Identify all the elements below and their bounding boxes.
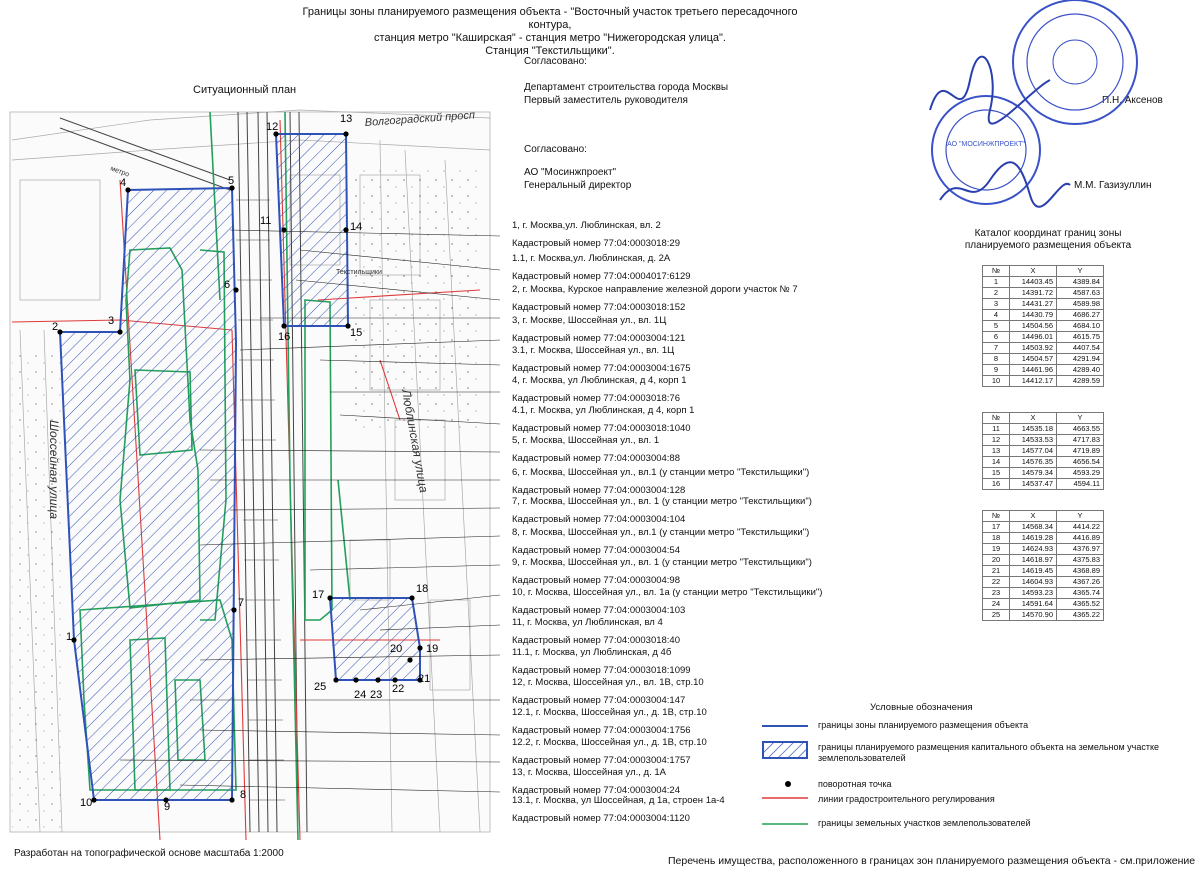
table-row	[983, 533, 1104, 544]
table-row	[983, 446, 1104, 457]
table-cell: 14618.97	[1010, 555, 1057, 566]
title-line-2: станция метро "Каширская" - станция метро "Нижегородская улица".	[374, 32, 726, 44]
parcel-item	[512, 647, 691, 677]
table-row	[983, 522, 1104, 533]
point-label: 10	[80, 797, 93, 809]
parcel-address: 12.2, г. Москва, Шоссейная ул., д. 1В, стр.10	[512, 737, 707, 748]
table-cell: 4376.97	[1057, 544, 1104, 555]
table-row	[983, 299, 1104, 310]
table-cell: 14412.17	[1010, 376, 1057, 387]
table-cell: 11	[983, 424, 1010, 435]
parcel-address: 12.1, г. Москва, Шоссейная ул., д. 1В, стр.10	[512, 707, 707, 718]
parcel-cadastral-number: Кадастровый номер 77:04:0003004:1675	[512, 363, 691, 374]
legend-hatch-label-1: границы планируемого размещения капитального объекта на земельном участке	[818, 742, 1160, 752]
approval-2-role: Генеральный директор	[524, 180, 632, 191]
coordinate-table-3	[982, 510, 1104, 621]
approval-1-role: Первый заместитель руководителя	[524, 95, 688, 106]
table-cell: 4656.54	[1057, 457, 1104, 468]
parcel-address: 3, г. Москве, Шоссейная ул., вл. 1Ц	[512, 315, 667, 326]
parcel-address: 6, г. Москва, Шоссейная ул., вл.1 (у станции метро "Текстильщики")	[512, 467, 810, 478]
table-cell: 18	[983, 533, 1010, 544]
parcel-cadastral-number: Кадастровый номер 77:04:0003004:128	[512, 485, 686, 496]
street-label-shosseynaya: Шоссейная улица	[47, 420, 61, 520]
signature-1	[930, 57, 1050, 124]
table-row	[983, 365, 1104, 376]
table-cell: 14503.92	[1010, 343, 1057, 354]
parcel-item	[512, 467, 809, 497]
stamps-and-signatures	[900, 0, 1160, 240]
table-cell: 4594.11	[1057, 479, 1104, 490]
table-cell: 4416.89	[1057, 533, 1104, 544]
table-cell: 22	[983, 577, 1010, 588]
table-cell: 8	[983, 354, 1010, 365]
map-title: Ситуационный план	[193, 84, 297, 96]
approval-1-org: Департамент строительства города Москвы	[524, 82, 729, 93]
table-row	[983, 588, 1104, 599]
table-row	[983, 424, 1104, 435]
parcel-cadastral-number: Кадастровый номер 77:04:0003018:76	[512, 393, 681, 404]
parcel-item	[512, 375, 687, 405]
parcel-address: 10, г. Москва, Шоссейная ул., вл. 1а (у станции метро "Текстильщики")	[512, 587, 823, 598]
point-label: 8	[240, 789, 247, 801]
table-cell: 14537.47	[1010, 479, 1057, 490]
table-row	[983, 544, 1104, 555]
table-row	[983, 354, 1104, 365]
table-cell: 14430.79	[1010, 310, 1057, 321]
table-cell: 4589.98	[1057, 299, 1104, 310]
table-cell: 14593.23	[1010, 588, 1057, 599]
point-label: 1	[66, 631, 73, 643]
approval-1-label: Согласовано:	[524, 56, 587, 67]
official-seal-1	[1013, 0, 1137, 124]
title-line-3: Станция "Текстильщики".	[485, 45, 615, 57]
column-header: №	[983, 266, 1010, 277]
point-label: 3	[108, 315, 115, 327]
table-cell: 14496.01	[1010, 332, 1057, 343]
table-cell: 14568.34	[1010, 522, 1057, 533]
table-row	[983, 376, 1104, 387]
table-cell: 4365.74	[1057, 588, 1104, 599]
table-cell: 2	[983, 288, 1010, 299]
station-label: Текстильщики	[336, 269, 382, 276]
approval-2-org: АО "Мосинжпроект"	[524, 167, 617, 178]
point-label: 15	[350, 327, 363, 339]
table-cell: 9	[983, 365, 1010, 376]
parcel-cadastral-number: Кадастровый номер 77:04:0003004:98	[512, 575, 681, 586]
legend-point-symbol	[785, 781, 791, 787]
property-list-note: Перечень имущества, расположенного в границах зон планируемого размещения объекта - см.приложение	[668, 855, 1196, 867]
parcel-address: 1, г. Москва,ул. Люблинская, вл. 2	[512, 220, 661, 231]
table-cell: 12	[983, 435, 1010, 446]
parcel-cadastral-number: Кадастровый номер 77:04:0003004:147	[512, 695, 686, 706]
table-cell: 14535.18	[1010, 424, 1057, 435]
parcel-address: 2, г. Москва, Курское направление железной дороги участок № 7	[512, 284, 798, 295]
point-label: 24	[354, 689, 367, 701]
table-cell: 17	[983, 522, 1010, 533]
table-row	[983, 566, 1104, 577]
table-cell: 15	[983, 468, 1010, 479]
table-cell: 14624.93	[1010, 544, 1057, 555]
legend-zone-label: границы зоны планируемого размещения объекта	[818, 720, 1029, 730]
point-label: 14	[350, 221, 363, 233]
column-header: Y	[1057, 511, 1104, 522]
table-row	[983, 435, 1104, 446]
table-cell: 14576.35	[1010, 457, 1057, 468]
point-label: 11	[260, 215, 272, 227]
column-header: №	[983, 413, 1010, 424]
point-label: 4	[120, 177, 127, 189]
table-cell: 14	[983, 457, 1010, 468]
parcel-item	[512, 496, 812, 526]
parcel-address: 7, г. Москва, Шоссейная ул., вл. 1 (у станции метро "Текстильщики")	[512, 496, 812, 507]
table-cell: 6	[983, 332, 1010, 343]
legend-hatch-label-2: землепользователей	[818, 753, 906, 763]
table-cell: 1	[983, 277, 1010, 288]
parcel-item	[512, 435, 680, 465]
table-cell: 16	[983, 479, 1010, 490]
parcel-item	[512, 557, 812, 587]
table-cell: 14570.90	[1010, 610, 1057, 621]
table-cell: 4291.94	[1057, 354, 1104, 365]
table-cell: 4365.22	[1057, 610, 1104, 621]
point-label: 17	[312, 589, 325, 601]
legend-hatch-symbol	[763, 742, 807, 758]
table-cell: 14403.45	[1010, 277, 1057, 288]
point-label: 18	[416, 583, 429, 595]
table-row	[983, 343, 1104, 354]
coordinate-table-2	[982, 412, 1104, 490]
street-label-lyublinskaya: Люблинская улица	[399, 388, 432, 494]
legend-point-label: поворотная точка	[818, 779, 892, 789]
parcel-item	[512, 795, 725, 825]
parcel-cadastral-number: Кадастровый номер 77:04:0003004:88	[512, 453, 681, 464]
point-label: 2	[52, 321, 59, 333]
approval-1-name: П.Н. Аксенов	[1102, 95, 1163, 106]
table-cell: 14504.57	[1010, 354, 1057, 365]
table-cell: 4368.89	[1057, 566, 1104, 577]
table-cell: 4289.40	[1057, 365, 1104, 376]
point-label: 9	[164, 801, 171, 813]
parcel-cadastral-number: Кадастровый номер 77:04:0003018:40	[512, 635, 681, 646]
parcel-item	[512, 220, 680, 250]
parcel-cadastral-number: Кадастровый номер 77:04:0003004:1757	[512, 755, 691, 766]
point-label: 12	[266, 121, 279, 133]
parcel-cadastral-number: Кадастровый номер 77:04:0003004:54	[512, 545, 681, 556]
catalog-title-line-2: планируемого размещения объекта	[964, 240, 1132, 251]
table-header-row	[983, 266, 1104, 277]
parcel-cadastral-number: Кадастровый номер 77:04:0003018:29	[512, 238, 681, 249]
table-cell: 24	[983, 599, 1010, 610]
rail-label: метро	[109, 165, 131, 179]
point-label: 13	[340, 113, 353, 125]
parcel-address: 5, г. Москва, Шоссейная ул., вл. 1	[512, 435, 660, 446]
parcel-cadastral-number: Кадастровый номер 77:04:0003018:152	[512, 302, 686, 313]
approval-2-label: Согласовано:	[524, 144, 587, 155]
parcel-item	[512, 707, 707, 737]
table-row	[983, 479, 1104, 490]
point-label: 7	[238, 597, 245, 609]
official-seal-2	[932, 96, 1040, 204]
point-label: 22	[392, 683, 405, 695]
coordinate-table-1	[982, 265, 1104, 387]
legend-symbols	[760, 716, 810, 836]
point-label: 16	[278, 331, 291, 343]
parcel-item	[512, 617, 680, 647]
table-cell: 14577.04	[1010, 446, 1057, 457]
table-cell: 4389.84	[1057, 277, 1104, 288]
point-label: 23	[370, 689, 383, 701]
table-row	[983, 310, 1104, 321]
parcel-address: 9, г. Москва, Шоссейная ул., вл. 1 (у станции метро "Текстильщики")	[512, 557, 812, 568]
table-cell: 14591.64	[1010, 599, 1057, 610]
point-label: 21	[418, 673, 431, 685]
situation-plan-map	[0, 0, 500, 872]
table-row	[983, 288, 1104, 299]
parcel-item	[512, 405, 694, 435]
table-row	[983, 610, 1104, 621]
table-cell: 21	[983, 566, 1010, 577]
table-cell: 14461.96	[1010, 365, 1057, 376]
parcel-cadastral-number: Кадастровый номер 77:04:0004017:6129	[512, 271, 691, 282]
table-cell: 4587.63	[1057, 288, 1104, 299]
table-cell: 14579.34	[1010, 468, 1057, 479]
parcel-address: 13.1, г. Москва, ул Шоссейная, д 1а, строен 1а-4	[512, 795, 725, 806]
parcel-item	[512, 527, 809, 557]
table-cell: 4367.26	[1057, 577, 1104, 588]
table-cell: 13	[983, 446, 1010, 457]
parcel-address: 1.1, г. Москва,ул. Люблинская, д. 2А	[512, 253, 671, 264]
legend-regulation-label: линии градостроительного регулирования	[818, 794, 995, 804]
column-header: X	[1010, 511, 1057, 522]
table-cell: 23	[983, 588, 1010, 599]
point-label: 20	[390, 643, 403, 655]
table-cell: 5	[983, 321, 1010, 332]
parcel-address: 3.1, г. Москва, Шоссейная ул., вл. 1Ц	[512, 345, 675, 356]
legend-title: Условные обозначения	[870, 702, 973, 713]
table-cell: 4375.83	[1057, 555, 1104, 566]
table-cell: 4407.54	[1057, 343, 1104, 354]
column-header: Y	[1057, 266, 1104, 277]
table-cell: 19	[983, 544, 1010, 555]
table-cell: 14604.93	[1010, 577, 1057, 588]
legend-users-label: границы земельных участков землепользователей	[818, 818, 1031, 828]
parcel-item	[512, 253, 691, 283]
parcel-cadastral-number: Кадастровый номер 77:04:0003004:121	[512, 333, 686, 344]
topo-basis-note: Разработан на топографической основе масштаба 1:2000	[14, 848, 284, 859]
point-label: 6	[224, 279, 231, 291]
point-label: 5	[228, 175, 235, 187]
parcel-address: 4, г. Москва, ул Люблинская, д 4, корп 1	[512, 375, 687, 386]
parcel-item	[512, 345, 691, 375]
table-cell: 4663.55	[1057, 424, 1104, 435]
table-row	[983, 577, 1104, 588]
zone-area-north	[276, 134, 348, 326]
column-header: X	[1010, 266, 1057, 277]
column-header: Y	[1057, 413, 1104, 424]
catalog-title	[948, 228, 1148, 252]
parcel-item	[512, 315, 685, 345]
table-cell: 14533.53	[1010, 435, 1057, 446]
table-header-row	[983, 413, 1104, 424]
table-cell: 4	[983, 310, 1010, 321]
table-cell: 4365.52	[1057, 599, 1104, 610]
parcel-address: 12, г. Москва, Шоссейная ул., вл. 1В, стр.10	[512, 677, 704, 688]
table-row	[983, 468, 1104, 479]
table-cell: 14504.56	[1010, 321, 1057, 332]
parcel-cadastral-number: Кадастровый номер 77:04:0003004:104	[512, 514, 686, 525]
table-row	[983, 332, 1104, 343]
catalog-title-line-1: Каталог координат границ зоны	[974, 228, 1122, 239]
zone-area-east	[330, 598, 420, 680]
table-cell: 4719.89	[1057, 446, 1104, 457]
table-row	[983, 555, 1104, 566]
parcel-cadastral-number: Кадастровый номер 77:04:0003004:1120	[512, 813, 690, 824]
street-label-volgograd: Волгоградский просп	[364, 109, 476, 129]
parcel-cadastral-number: Кадастровый номер 77:04:0003004:1756	[512, 725, 691, 736]
seal-2-text: АО "МОСИНЖПРОЕКТ"	[947, 141, 1025, 148]
parcel-cadastral-number: Кадастровый номер 77:04:0003004:103	[512, 605, 686, 616]
parcel-address: 4.1, г. Москва, ул Люблинская, д 4, корп 1	[512, 405, 695, 416]
table-cell: 14619.28	[1010, 533, 1057, 544]
parcel-item	[512, 737, 707, 767]
parcel-item	[512, 284, 798, 314]
parcel-cadastral-number: Кадастровый номер 77:04:0003018:1040	[512, 423, 691, 434]
table-cell: 14619.45	[1010, 566, 1057, 577]
table-row	[983, 321, 1104, 332]
table-cell: 10	[983, 376, 1010, 387]
table-cell: 4615.75	[1057, 332, 1104, 343]
parcel-address: 13, г. Москва, Шоссейная ул., д. 1А	[512, 767, 666, 778]
column-header: №	[983, 511, 1010, 522]
table-cell: 4414.22	[1057, 522, 1104, 533]
table-row	[983, 277, 1104, 288]
approval-2-name: М.М. Газизуллин	[1074, 180, 1152, 191]
parcel-item	[512, 677, 704, 707]
table-cell: 4289.59	[1057, 376, 1104, 387]
table-cell: 25	[983, 610, 1010, 621]
table-cell: 3	[983, 299, 1010, 310]
table-cell: 4593.29	[1057, 468, 1104, 479]
table-cell: 4684.10	[1057, 321, 1104, 332]
parcel-address: 11.1, г. Москва, ул Люблинская, д 4б	[512, 647, 672, 658]
table-cell: 20	[983, 555, 1010, 566]
title-line-1: Границы зоны планируемого размещения объекта - "Восточный участок третьего пересадочного контура,	[302, 6, 798, 31]
parcel-cadastral-number: Кадастровый номер 77:04:0003004:24	[512, 785, 681, 796]
parcel-address: 8, г. Москва, Шоссейная ул., вл.1 (у станции метро "Текстильщики")	[512, 527, 810, 538]
parcel-item	[512, 767, 680, 797]
table-cell: 14431.27	[1010, 299, 1057, 310]
table-header-row	[983, 511, 1104, 522]
parcel-cadastral-number: Кадастровый номер 77:04:0003018:1099	[512, 665, 691, 676]
table-cell: 14391.72	[1010, 288, 1057, 299]
point-label: 19	[426, 643, 439, 655]
table-cell: 4717.83	[1057, 435, 1104, 446]
table-cell: 4686.27	[1057, 310, 1104, 321]
point-label: 25	[314, 681, 327, 693]
table-row	[983, 599, 1104, 610]
table-cell: 7	[983, 343, 1010, 354]
parcel-address: 11, г. Москва, ул Люблинская, вл 4	[512, 617, 663, 628]
column-header: X	[1010, 413, 1057, 424]
parcel-item	[512, 587, 822, 617]
table-row	[983, 457, 1104, 468]
